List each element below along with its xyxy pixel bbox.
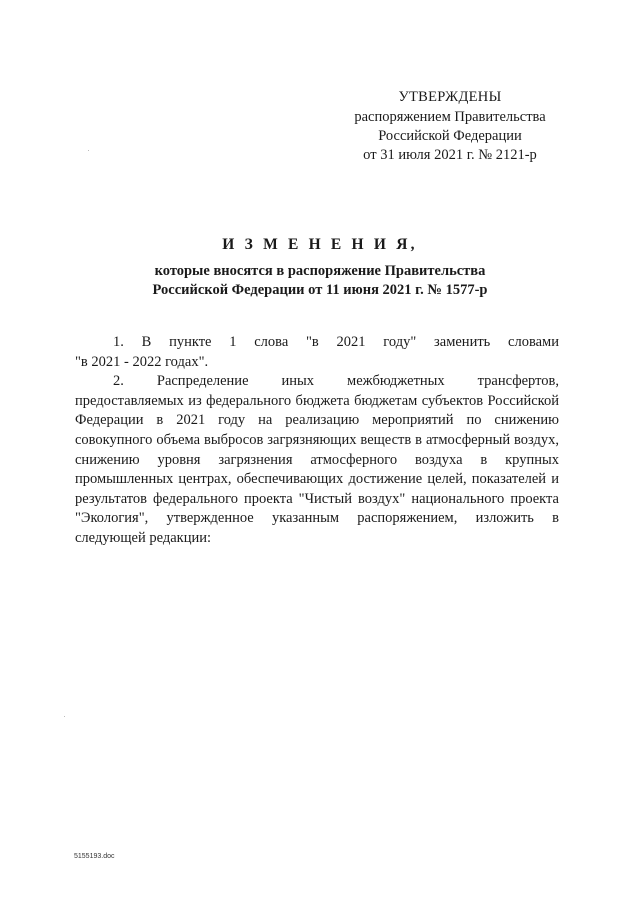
file-code: 5155193.doc [74, 853, 115, 860]
approval-title: УТВЕРЖДЕНЫ [398, 89, 502, 105]
scan-speck [64, 716, 65, 717]
paragraph-1-line-2: "в 2021 - 2022 годах". [75, 353, 209, 370]
subtitle-line-1: которые вносятся в распоряжение Правительства [154, 263, 486, 279]
approval-block [330, 88, 570, 165]
paragraph-2-text: предоставляемых из федерального бюджета бюджетам субъектов Российской Федерации в 2021 году на реализацию мероприятий по снижению совокупного объема выбросов загрязняющих веществ в атмосферный воздух, снижению уровня загрязнения атмосферного воздуха в крупных промышленных центрах, обеспечивающих достижение целей, показателей и результатов федерального проекта "Чистый воздух" национального проекта "Экология", утвержденное указанным распоряжением, изложить в следующей редакции: [75, 392, 559, 546]
paragraph-1-line-1: 1. В пункте 1 слова "в 2021 году" заменить словами [113, 334, 559, 350]
subtitle-line-2: Российской Федерации от 11 июня 2021 г. № 1577-р [152, 282, 488, 298]
document-subtitle [90, 262, 550, 300]
scan-speck [88, 150, 89, 151]
approval-line-3: от 31 июля 2021 г. № 2121-р [363, 147, 537, 163]
approval-line-2: Российской Федерации [378, 128, 522, 144]
document-title: И З М Е Н Е Н И Я, [222, 236, 418, 253]
approval-line-1: распоряжением Правительства [354, 109, 546, 125]
paragraph-2-line-1: 2. Распределение иных межбюджетных трансфертов, [113, 373, 559, 390]
document-body [75, 333, 559, 549]
